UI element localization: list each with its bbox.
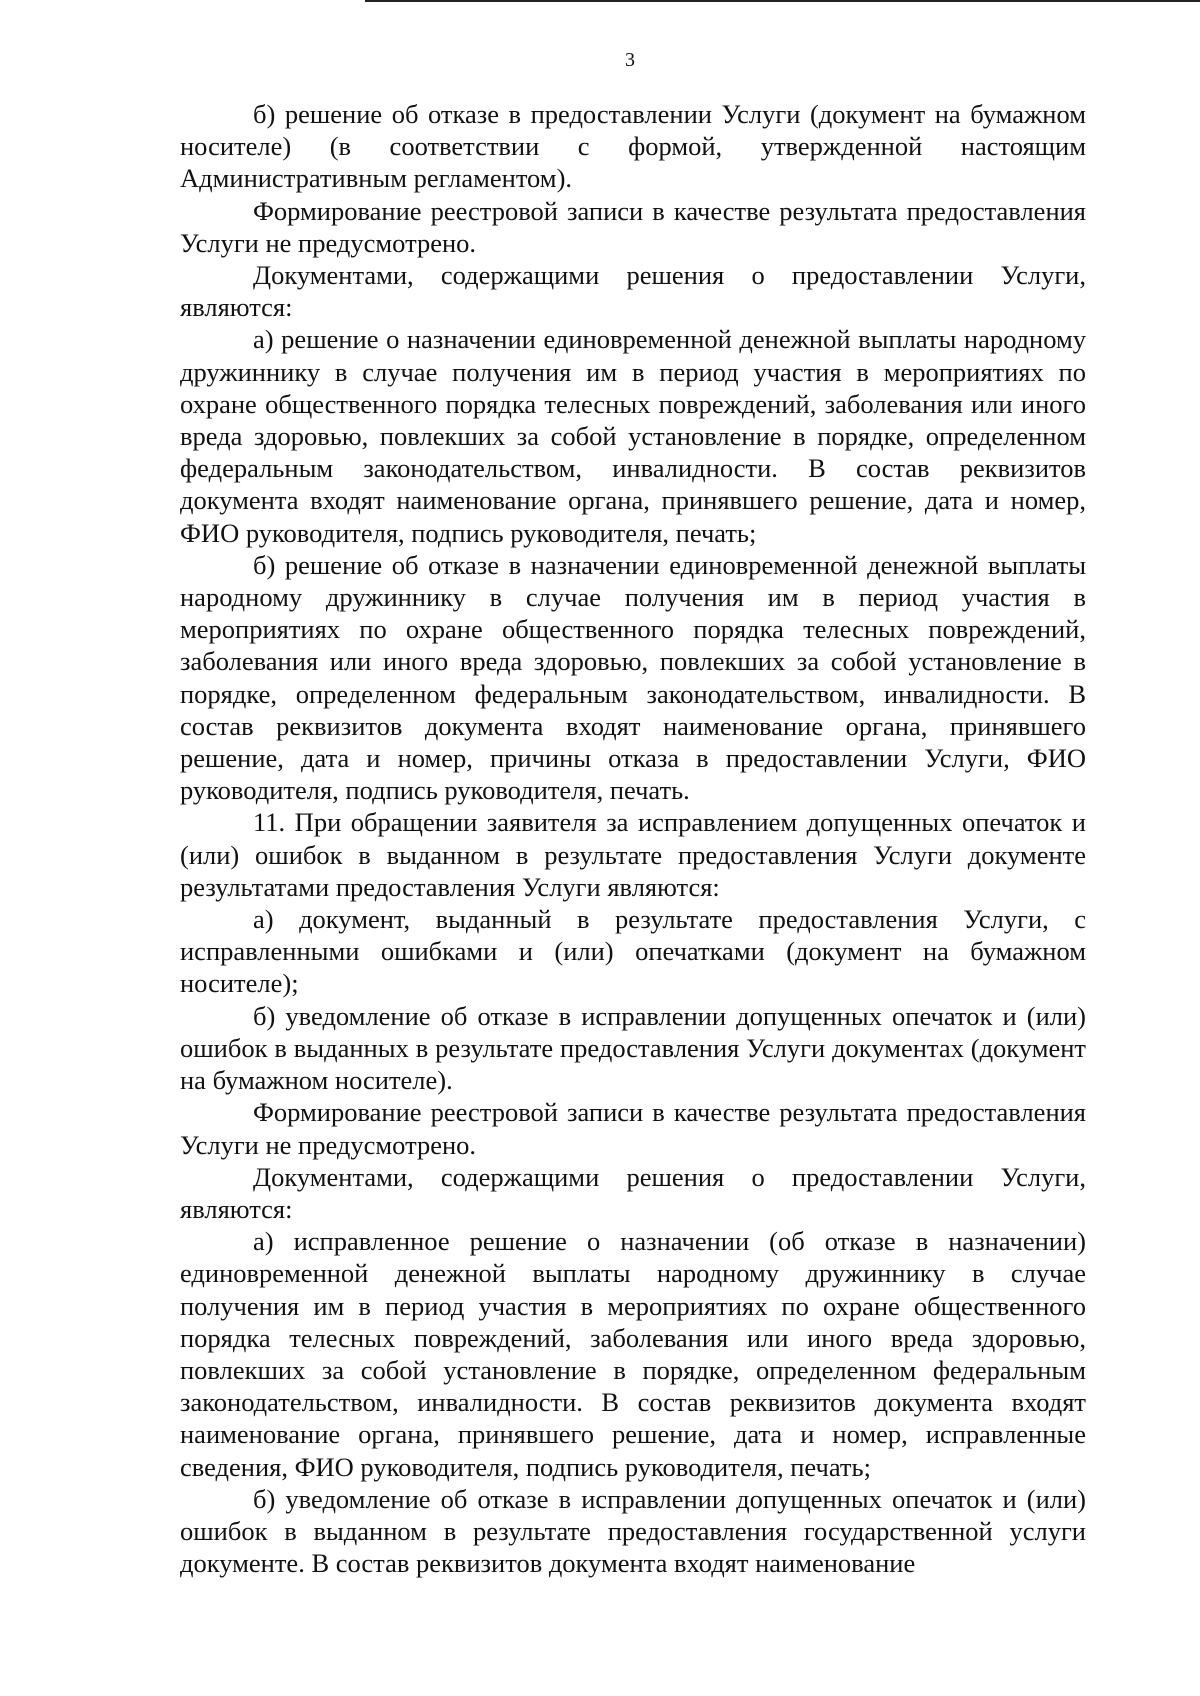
- paragraph-a-corrected-decision: а) исправленное решение о назначении (об отказе в назначении) единовременной денежной выплаты народному дружиннику в случае получения им в период участия в мероприятиях по охране общественного порядка телесных повреждений, заболевания или иного вреда здоровью, повлекших за собой установление в порядке, определенном федеральным законодательством, инвалидности. В состав реквизитов документа входят наименование органа, принявшего решение, дата и номер, исправленные сведения, ФИО руководителя, подпись руководителя, печать;: [180, 1226, 1086, 1482]
- paragraph-registry-note-2: Формирование реестровой записи в качестве результата предоставления Услуги не предусмотрено.: [180, 1097, 1086, 1160]
- page-number: 3: [625, 49, 635, 71]
- paragraph-b-decision-refusal: б) решение об отказе в назначении единовременной денежной выплаты народному дружиннику в случае получения им в период участия в мероприятиях по охране общественного порядка телесных повреждений, заболевания или иного вреда здоровью, повлекших за собой установление в порядке, определенном федеральным законодательством, инвалидности. В состав реквизитов документа входят наименование органа, принявшего решение, дата и номер, причины отказа в предоставлении Услуги, ФИО руководителя, подпись руководителя, печать.: [180, 549, 1086, 806]
- paragraph-b-refusal-paper: б) решение об отказе в предоставлении Услуги (документ на бумажном носителе) (в соответствии с формой, утвержденной настоящим Административным регламентом).: [180, 99, 1086, 194]
- paragraph-b-correction-refusal: б) уведомление об отказе в исправлении допущенных опечаток и (или) ошибок в выданных в результате предоставления Услуги документах (документ на бумажном носителе).: [180, 1000, 1086, 1096]
- paragraph-documents-intro: Документами, содержащими решения о предоставлении Услуги, являются:: [180, 260, 1086, 323]
- paragraph-documents-intro-2: Документами, содержащими решения о предоставлении Услуги, являются:: [180, 1161, 1086, 1224]
- paragraph-a-decision-grant: а) решение о назначении единовременной денежной выплаты народному дружиннику в случае получения им в период участия в мероприятиях по охране общественного порядка телесных повреждений, заболевания или иного вреда здоровью, повлекших за собой установление в порядке, определенном федеральным законодательством, инвалидности. В состав реквизитов документа входят наименование органа, принявшего решение, дата и номер, ФИО руководителя, подпись руководителя, печать;: [180, 324, 1086, 548]
- document-body: [180, 98, 1086, 1579]
- paragraph-11-corrections: 11. При обращении заявителя за исправлением допущенных опечаток и (или) ошибок в выданном в результате предоставления Услуги документе результатами предоставления Услуги являются:: [180, 807, 1086, 902]
- top-rule: [365, 0, 1200, 2]
- paragraph-registry-note: Формирование реестровой записи в качестве результата предоставления Услуги не предусмотрено.: [180, 195, 1086, 258]
- paragraph-a-corrected-document: а) документ, выданный в результате предоставления Услуги, с исправленными ошибками и (или) опечатками (документ на бумажном носителе);: [180, 904, 1086, 999]
- paragraph-b-correction-notice: б) уведомление об отказе в исправлении допущенных опечаток и (или) ошибок в выданном в результате предоставления государственной услуги документе. В состав реквизитов документа входят наименование: [180, 1483, 1086, 1579]
